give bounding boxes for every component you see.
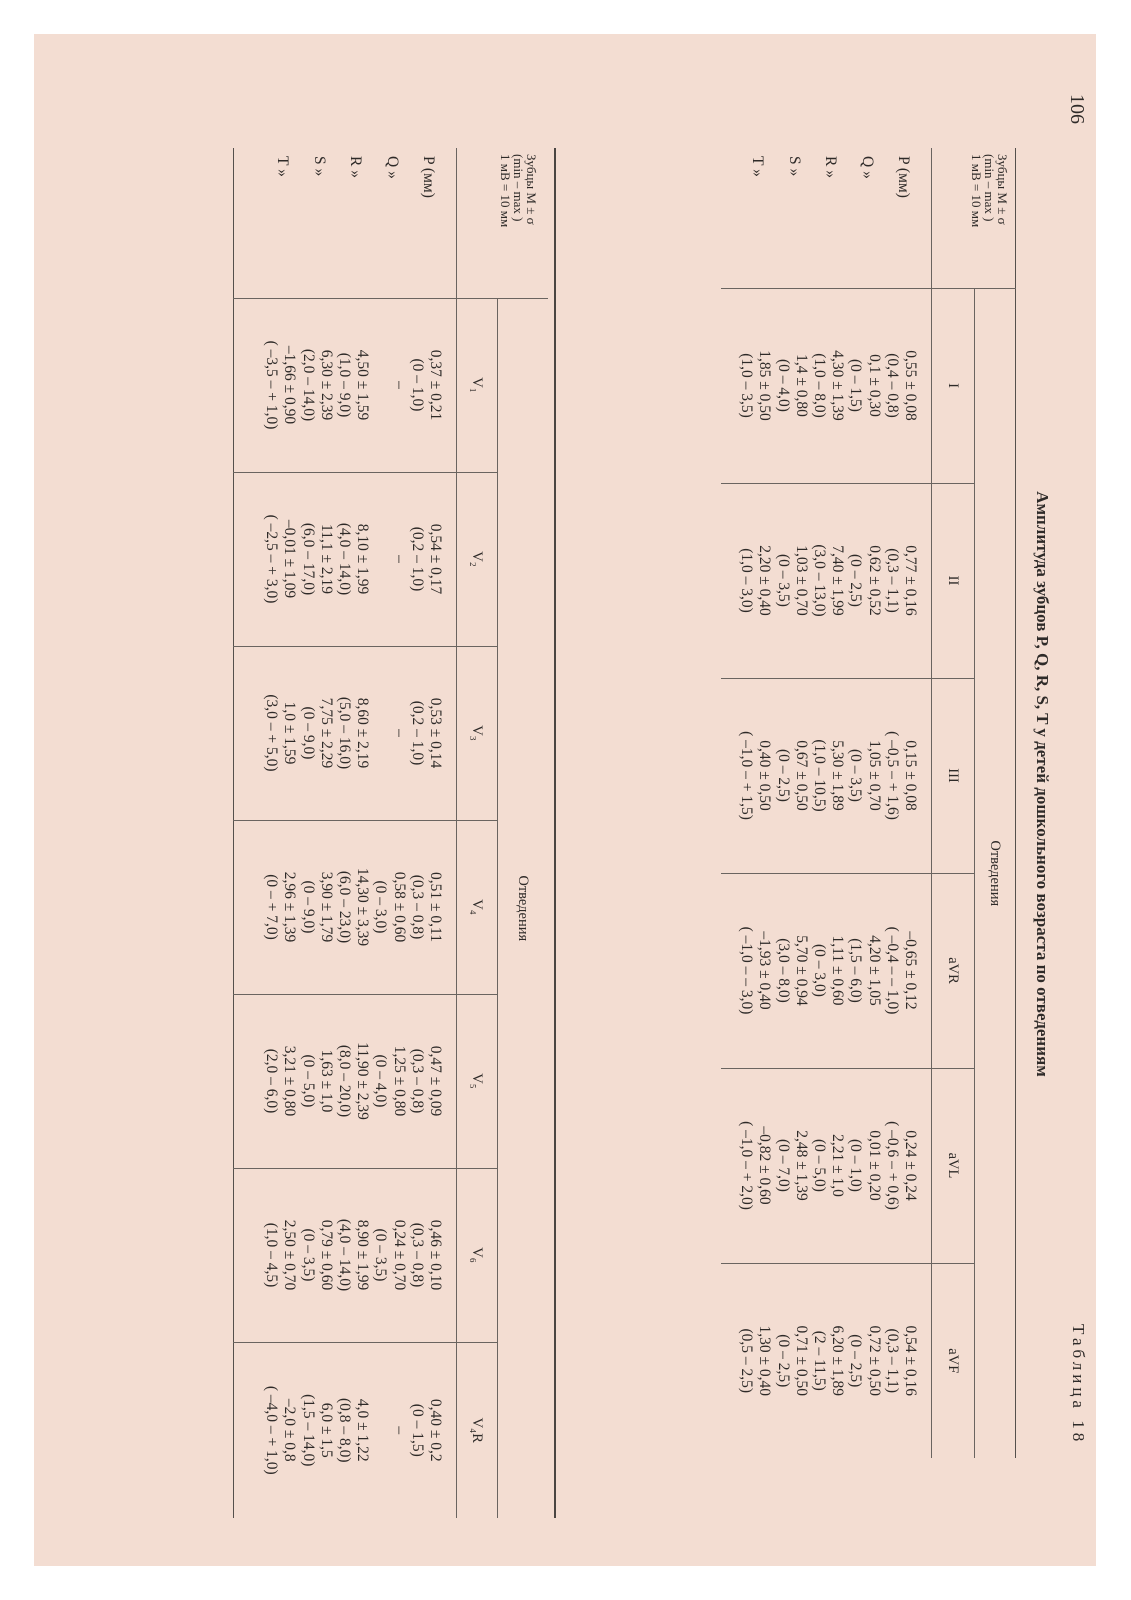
lead-header: V₅ bbox=[457, 994, 498, 1168]
cell-value: 0,67 ± 0,50 bbox=[792, 740, 810, 811]
cell-value: 8,10 ± 1,99 bbox=[354, 523, 372, 595]
cell-value: 0,47 ± 0,09 bbox=[427, 1045, 444, 1117]
cell-value: (0 – 1,5) bbox=[847, 359, 865, 412]
cell-value bbox=[371, 1343, 389, 1519]
cell-value: 11,1 ± 2,19 bbox=[317, 524, 335, 594]
cell-value: ( –3,5 – + 1,0) bbox=[263, 340, 281, 430]
cell-value: 0,24 ± 0,70 bbox=[390, 1219, 408, 1291]
table-separator bbox=[554, 148, 556, 1518]
cell-value: –0,82 ± 0,60 bbox=[756, 1126, 774, 1205]
cell-value: (4,0 – 14,0) bbox=[335, 522, 353, 596]
lead-header: V₄ bbox=[457, 820, 498, 994]
row-header-line: 1 мВ = 10 мм bbox=[969, 154, 984, 228]
lead-header: III bbox=[932, 678, 975, 873]
cell-value: (6,0 – 17,0) bbox=[299, 522, 317, 596]
row-label: R » bbox=[347, 156, 365, 178]
cell-value: 2,50 ± 0,70 bbox=[281, 1219, 299, 1291]
cell-value: (4,0 – 14,0) bbox=[335, 1218, 353, 1292]
cell-value: 1,25 ± 0,80 bbox=[390, 1045, 408, 1117]
lead-header: V₆ bbox=[457, 1168, 498, 1342]
cell-value: 0,72 ± 0,50 bbox=[865, 1325, 883, 1397]
lead-header: aVR bbox=[932, 873, 975, 1068]
table-title: Амплитуда зубцов P, Q, R, S, T у детей дошкольного возраста по отведениям bbox=[1033, 491, 1052, 1077]
row-label: P (мм) bbox=[420, 156, 437, 198]
cell-value: 1,63 ± 1,0 bbox=[317, 1049, 335, 1113]
lead-header: V₂ bbox=[457, 472, 498, 646]
cell-value bbox=[371, 473, 389, 646]
cell-value: 1,11 ± 0,60 bbox=[829, 935, 847, 1006]
cell-value: 0,55 ± 0,08 bbox=[902, 350, 919, 421]
cell-value: 0,24 ± 0,24 bbox=[902, 1130, 919, 1201]
cell-value: ( –1,0 – – 3,0) bbox=[738, 926, 756, 1015]
cell-value: (2,0 – 6,0) bbox=[263, 1048, 281, 1114]
cell-value: (3,0 – 8,0) bbox=[774, 938, 792, 1003]
cell-value: (0 – 4,0) bbox=[774, 359, 792, 412]
cell-value: 1,0 ± 1,59 bbox=[281, 701, 299, 765]
cell-value: –0,01 ± 1,09 bbox=[281, 519, 299, 599]
cell-value: (0,3 – 0,8) bbox=[408, 874, 426, 940]
cell-value: (0 – 3,5) bbox=[774, 554, 792, 607]
cell-value: (0 – 9,0) bbox=[299, 880, 317, 934]
cell-value: (0 – + 7,0) bbox=[263, 874, 281, 940]
lead-header: V₁ bbox=[457, 298, 498, 472]
cell-value: (0,5 – 2,5) bbox=[738, 1328, 756, 1394]
cell-value: 1,05 ± 0,70 bbox=[865, 740, 883, 811]
limb-leads-table bbox=[721, 148, 1016, 1458]
lead-values-column bbox=[721, 1263, 932, 1458]
cell-value: 0,53 ± 0,14 bbox=[427, 697, 444, 769]
cell-value: 0,62 ± 0,52 bbox=[865, 545, 883, 616]
cell-value: 0,46 ± 0,10 bbox=[427, 1219, 444, 1291]
cell-value: –1,93 ± 0,40 bbox=[756, 931, 774, 1010]
row-label: Q » bbox=[383, 156, 401, 179]
cell-value: (3,0 – + 5,0) bbox=[263, 694, 281, 772]
lead-header: I bbox=[932, 288, 975, 483]
cell-value: 0,51 ± 0,11 bbox=[427, 872, 444, 942]
leads-group-header: Отведения bbox=[498, 298, 549, 1518]
cell-value: (1,0 – 9,0) bbox=[335, 352, 353, 418]
row-label: T » bbox=[274, 156, 292, 177]
cell-value: 0,15 ± 0,08 bbox=[902, 740, 919, 811]
cell-value: (1,0 – 4,5) bbox=[263, 1222, 281, 1288]
lead-header: aVL bbox=[932, 1068, 975, 1263]
cell-value: 0,71 ± 0,50 bbox=[792, 1325, 810, 1397]
lead-header: aVF bbox=[932, 1263, 975, 1458]
cell-value: 0,1 ± 0,30 bbox=[865, 354, 883, 417]
cell-value: 0,79 ± 0,60 bbox=[317, 1219, 335, 1291]
cell-value: 5,70 ± 0,94 bbox=[792, 935, 810, 1006]
cell-value: (0,4 – 0,8) bbox=[883, 353, 901, 418]
cell-value: (0 – 2,5) bbox=[847, 554, 865, 607]
chest-leads-table bbox=[233, 148, 548, 1518]
cell-value: 0,58 ± 0,60 bbox=[390, 871, 408, 943]
lead-header: V₃ bbox=[457, 646, 498, 820]
cell-value: (1,0 – 10,5) bbox=[810, 739, 828, 812]
cell-value: (0,2 – 1,0) bbox=[408, 700, 426, 766]
cell-value: (0 – 3,5) bbox=[372, 1228, 390, 1282]
row-label: R » bbox=[822, 156, 840, 178]
cell-value: ( –0,5 – + 1,6) bbox=[883, 731, 901, 820]
cell-value: (3,0 – 13,0) bbox=[810, 544, 828, 617]
row-labels bbox=[721, 148, 932, 288]
cell-value: 4,20 ± 1,05 bbox=[865, 935, 883, 1006]
cell-value: (0,3 – 1,1) bbox=[883, 548, 901, 613]
cell-value: 2,21 ± 1,0 bbox=[829, 1134, 847, 1197]
lead-values-column bbox=[234, 646, 457, 820]
cell-value: 4,30 ± 1,39 bbox=[829, 350, 847, 421]
row-header-line: (min – max ) bbox=[511, 154, 526, 222]
cell-value: – bbox=[390, 729, 408, 737]
cell-value: (0 – 5,0) bbox=[299, 1054, 317, 1108]
lead-values-column bbox=[721, 1068, 932, 1263]
cell-value: (1,0 – 3,0) bbox=[738, 548, 756, 613]
cell-value: (0 – 7,0) bbox=[774, 1139, 792, 1192]
cell-value: ( –4,0 – + 1,0) bbox=[263, 1385, 281, 1475]
cell-value: 0,77 ± 0,16 bbox=[902, 545, 919, 616]
cell-value: 1,85 ± 0,50 bbox=[756, 350, 774, 421]
cell-value: (0 – 2,5) bbox=[847, 1334, 865, 1388]
cell-value: 7,75 ± 2,29 bbox=[317, 697, 335, 769]
cell-value: 1,30 ± 0,40 bbox=[756, 1325, 774, 1397]
cell-value: 6,30 ± 2,39 bbox=[317, 349, 335, 421]
row-label: Q » bbox=[858, 156, 876, 179]
cell-value: (1,0 – 3,5) bbox=[738, 353, 756, 418]
cell-value: 2,96 ± 1,39 bbox=[281, 871, 299, 943]
cell-value bbox=[371, 647, 389, 820]
cell-value: (0 – 1,5) bbox=[408, 1403, 426, 1457]
cell-value: 3,21 ± 0,80 bbox=[281, 1045, 299, 1117]
lead-values-column bbox=[721, 873, 932, 1068]
row-header bbox=[932, 148, 1016, 288]
lead-values-column bbox=[234, 820, 457, 994]
cell-value: (0 – 2,5) bbox=[774, 749, 792, 802]
cell-value: 6,20 ± 1,89 bbox=[829, 1325, 847, 1397]
cell-value: 0,54 ± 0,16 bbox=[902, 1325, 919, 1397]
cell-value: (0 – 1,0) bbox=[408, 358, 426, 412]
cell-value: (0 – 2,5) bbox=[774, 1334, 792, 1388]
cell-value: 4,50 ± 1,59 bbox=[354, 349, 372, 421]
cell-value: 7,40 ± 1,99 bbox=[829, 545, 847, 616]
lead-values-column bbox=[234, 1342, 457, 1518]
cell-value: (8,0 – 20,0) bbox=[335, 1044, 353, 1118]
row-label: S » bbox=[785, 156, 803, 177]
cell-value: ( –1,0 – + 2,0) bbox=[738, 1121, 756, 1210]
cell-value: ( –1,0 – + 1,5) bbox=[738, 731, 756, 820]
row-header bbox=[457, 148, 549, 298]
cell-value: 0,40 ± 0,2 bbox=[427, 1398, 444, 1462]
cell-value: (1,5 – 6,0) bbox=[847, 938, 865, 1003]
cell-value: (2 – 11,5) bbox=[810, 1330, 828, 1391]
lead-values-column bbox=[721, 678, 932, 873]
row-label: P (мм) bbox=[895, 156, 912, 198]
cell-value: (1,0 – 8,0) bbox=[810, 353, 828, 418]
cell-value: 11,90 ± 2,39 bbox=[354, 1042, 372, 1120]
cell-value: ( –2,5 – + 3,0) bbox=[263, 514, 281, 604]
cell-value: 5,30 ± 1,89 bbox=[829, 740, 847, 811]
cell-value: 14,30 ± 3,39 bbox=[354, 867, 372, 947]
lead-values-column bbox=[234, 472, 457, 646]
cell-value: (0 – 3,5) bbox=[847, 749, 865, 802]
cell-value: 0,37 ± 0,21 bbox=[427, 349, 444, 421]
lead-values-column bbox=[234, 1168, 457, 1342]
lead-header: II bbox=[932, 483, 975, 678]
cell-value: (0,3 – 0,8) bbox=[408, 1222, 426, 1288]
cell-value: (0 – 9,0) bbox=[299, 706, 317, 760]
cell-value: 0,01 ± 0,20 bbox=[865, 1130, 883, 1201]
cell-value: – bbox=[390, 381, 408, 389]
row-label: S » bbox=[310, 156, 328, 177]
table-number: Таблица 18 bbox=[1069, 1324, 1088, 1446]
row-header-line: (min – max ) bbox=[982, 154, 997, 222]
row-labels bbox=[234, 148, 457, 298]
row-header-line: Зубцы M ± σ bbox=[524, 154, 539, 225]
cell-value: ( –0,4 – – 1,0) bbox=[883, 926, 901, 1015]
cell-value: (0,8 – 8,0) bbox=[335, 1397, 353, 1463]
cell-value: 1,03 ± 0,70 bbox=[792, 545, 810, 616]
cell-value: 8,60 ± 2,19 bbox=[354, 697, 372, 769]
cell-value: 4,0 ± 1,22 bbox=[354, 1398, 372, 1462]
lead-values-column bbox=[234, 298, 457, 472]
cell-value: (0 – 3,5) bbox=[299, 1228, 317, 1282]
cell-value: (0,3 – 1,1) bbox=[883, 1328, 901, 1394]
row-header-line: 1 мВ = 10 мм bbox=[498, 154, 513, 228]
cell-value: 6,0 ± 1,5 bbox=[317, 1402, 335, 1458]
cell-value: 1,4 ± 0,80 bbox=[792, 354, 810, 417]
cell-value: (0 – 4,0) bbox=[372, 1054, 390, 1108]
cell-value: 8,90 ± 1,99 bbox=[354, 1219, 372, 1291]
scanned-page bbox=[34, 34, 1096, 1566]
cell-value: –0,65 ± 0,12 bbox=[902, 931, 919, 1010]
cell-value: (0 – 3,0) bbox=[372, 880, 390, 934]
rotated-page-content bbox=[34, 34, 1096, 1566]
cell-value: (0 – 1,0) bbox=[847, 1139, 865, 1192]
cell-value: 0,54 ± 0,17 bbox=[427, 523, 444, 595]
row-label: T » bbox=[749, 156, 767, 177]
cell-value: (1,5 – 14,0) bbox=[299, 1394, 317, 1467]
lead-values-column bbox=[721, 288, 932, 483]
cell-value: (2,0 – 14,0) bbox=[299, 348, 317, 422]
cell-value: – bbox=[390, 555, 408, 563]
lead-header: V₄R bbox=[457, 1342, 498, 1518]
cell-value: (5,0 – 16,0) bbox=[335, 696, 353, 770]
cell-value: 2,20 ± 0,40 bbox=[756, 545, 774, 616]
cell-value: 2,48 ± 1,39 bbox=[792, 1130, 810, 1201]
cell-value bbox=[371, 299, 389, 472]
cell-value: (0,3 – 0,8) bbox=[408, 1048, 426, 1114]
page-number: 106 bbox=[1066, 94, 1088, 124]
cell-value: –2,0 ± 0,8 bbox=[281, 1398, 299, 1462]
cell-value: (0,2 – 1,0) bbox=[408, 526, 426, 592]
cell-value: (0 – 5,0) bbox=[810, 1139, 828, 1192]
lead-values-column bbox=[234, 994, 457, 1168]
row-header-line: Зубцы M ± σ bbox=[995, 154, 1010, 225]
cell-value: (0 – 3,0) bbox=[810, 944, 828, 997]
cell-value: –1,66 ± 0,90 bbox=[281, 345, 299, 425]
leads-group-header: Отведения bbox=[975, 288, 1016, 1458]
cell-value: 3,90 ± 1,79 bbox=[317, 871, 335, 943]
lead-values-column bbox=[721, 483, 932, 678]
cell-value: ( –0,6 – + 0,6) bbox=[883, 1121, 901, 1210]
cell-value: 0,40 ± 0,50 bbox=[756, 740, 774, 811]
cell-value: (6,0 – 23,0) bbox=[335, 870, 353, 944]
cell-value: – bbox=[390, 1426, 408, 1435]
